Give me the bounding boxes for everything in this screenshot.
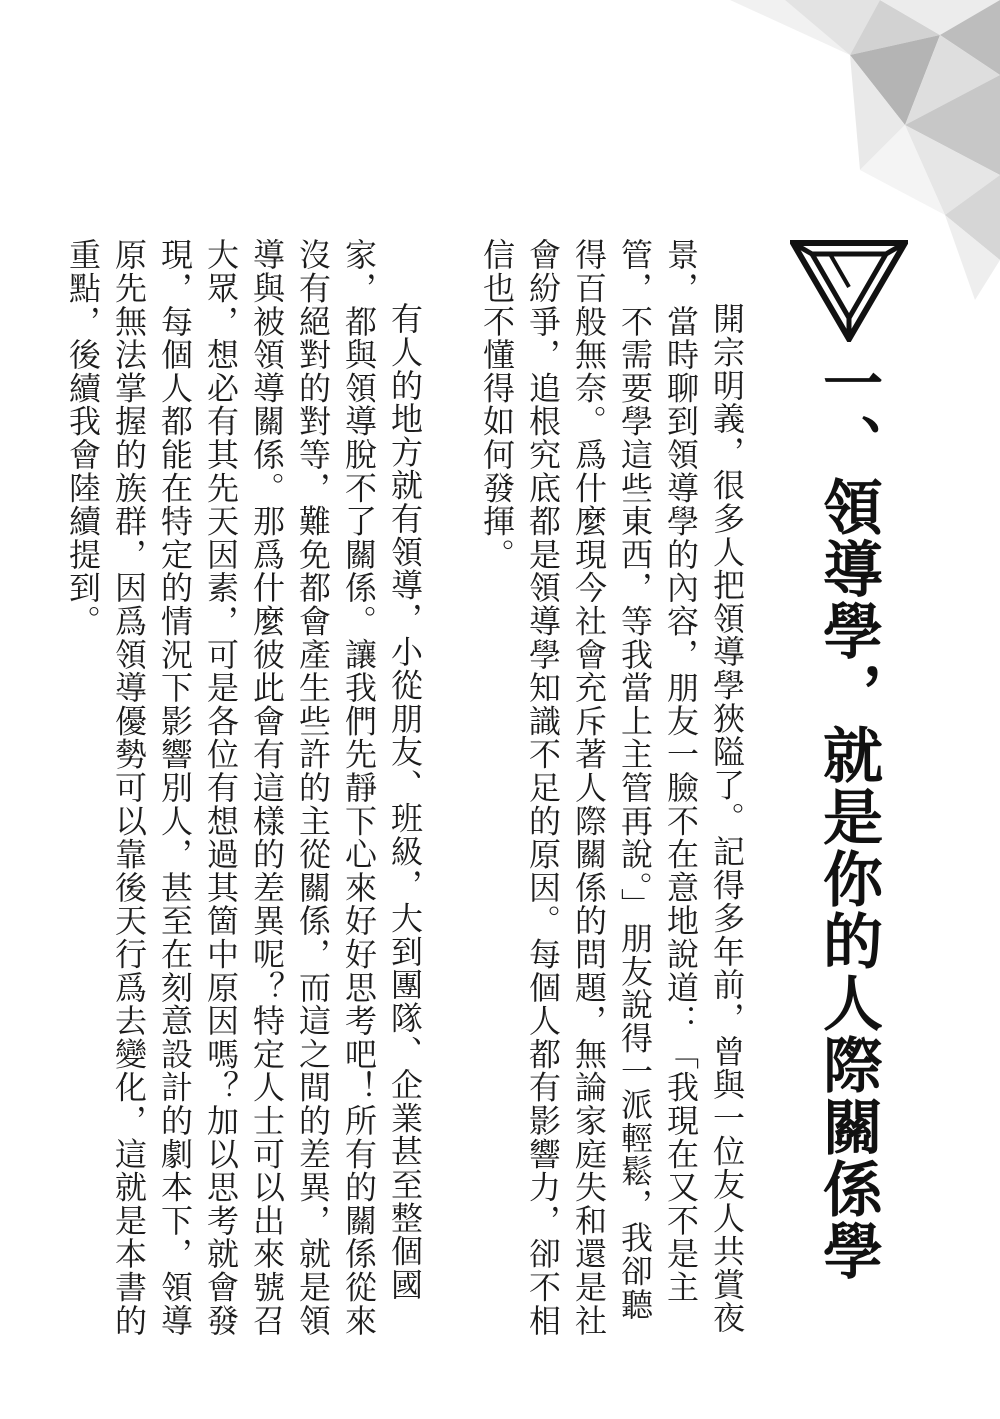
penrose-triangle-icon	[790, 240, 908, 342]
chapter-title: 一、領導學，就是你的人際關係學	[813, 352, 883, 1282]
paragraph-1: 開宗明義，很多人把領導學狹隘了。記得多年前，曾與一位友人共賞夜景，當時聊到領導學的內容，朋友一臉不在意地說道：「我現在又不是主管，不需要學這些東西，等我當上主管再說。」朋友說得一派輕鬆，我卻聽得百般無奈。爲什麼現今社會充斥著人際關係的問題，無論家庭失和還是社會紛爭，追根究底都是領導學知識不足的原因。每個人都有影響力，卻不相信也不懂得如何發揮。	[478, 238, 746, 1337]
paragraph-2: 有人的地方就有領導，小從朋友、班級，大到團隊、企業甚至整個國家，都與領導脫不了關係。讓我們先靜下心來好好思考吧！所有的關係從來沒有絕對的對等，難免都會產生些許的主從關係，而這之間的差異，就是領導與被領導關係。那爲什麼彼此會有這樣的差異呢？特定人士可以出來號召大眾，想必有其先天因素，可是各位有想過其箇中原因嗎？加以思考就會發現，每個人都能在特定的情況下影響別人，甚至在刻意設計的劇本下，領導原先無法掌握的族群，因爲領導優勢可以靠後天行爲去變化，這就是本書的重點，後續我會陸續提到。	[64, 238, 424, 1337]
body-text	[64, 238, 750, 1348]
